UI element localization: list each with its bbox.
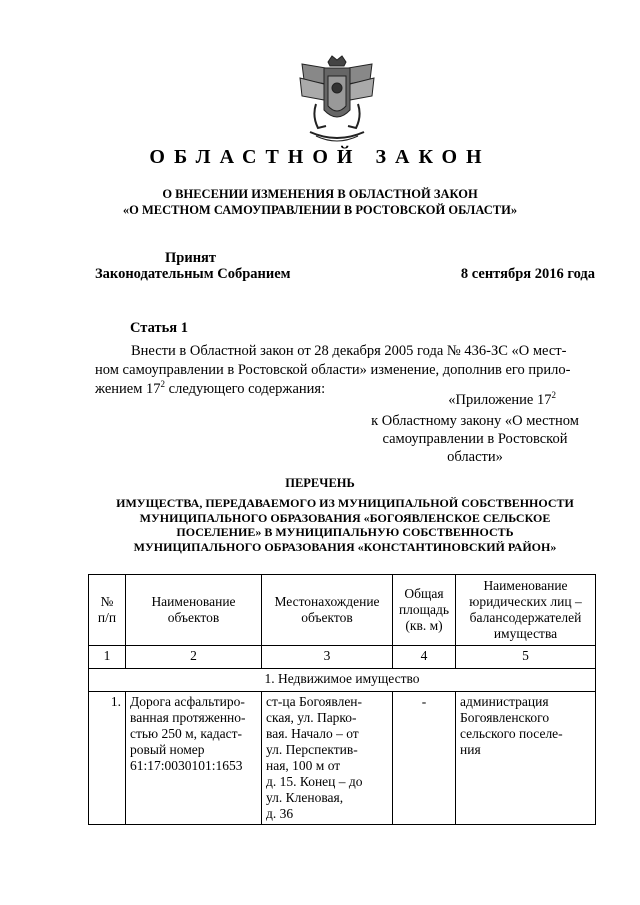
header-text: юридических лиц –: [469, 594, 582, 609]
header-text: объектов: [301, 610, 353, 625]
cell-line: ул. Перспектив-: [266, 742, 358, 757]
section-heading: 1. Недвижимое имущество: [89, 669, 596, 692]
cell-line: ская, ул. Парко-: [266, 710, 357, 725]
cell-line: ул. Кленовая,: [266, 790, 344, 805]
list-subtitle-line: ИМУЩЕСТВА, ПЕРЕДАВАЕМОГО ИЗ МУНИЦИПАЛЬНОЙ СОБСТВЕННОСТИ: [116, 496, 574, 510]
article-line-part: жением 17: [95, 381, 161, 397]
list-title: ПЕРЕЧЕНЬ: [285, 476, 355, 490]
cell-line: ванная протяженно-: [130, 710, 246, 725]
header-text: п/п: [97, 610, 117, 625]
header-name: [126, 575, 262, 646]
cell-line: д. 36: [266, 806, 294, 821]
header-text: Наименование: [151, 594, 236, 609]
article-heading: Статья 1: [130, 320, 188, 336]
cell-line: ст-ца Богоявлен-: [266, 694, 363, 709]
header-text: (кв. м): [405, 618, 443, 633]
list-subtitle-line: МУНИЦИПАЛЬНОГО ОБРАЗОВАНИЯ «КОНСТАНТИНОВСКИЙ РАЙОН»: [133, 539, 557, 554]
header-text: объектов: [167, 610, 220, 625]
list-subtitle-line: ПОСЕЛЕНИЕ» В МУНИЦИПАЛЬНУЮ СОБСТВЕННОСТЬ: [176, 525, 514, 539]
column-number-row: [89, 646, 596, 669]
cell-line: Дорога асфальтиро-: [130, 694, 245, 709]
law-title: ОБЛАСТНОЙ ЗАКОН: [149, 146, 491, 168]
appendix-reference: [355, 412, 595, 466]
adopted-date: 8 сентября 2016 года: [460, 266, 595, 282]
row-area: -: [393, 692, 456, 825]
column-number: 3: [262, 646, 393, 669]
coat-of-arms-emblem: [296, 54, 378, 144]
cell-line: 61:17:0030101:1653: [130, 758, 243, 773]
table-row: [89, 692, 596, 825]
column-number: 5: [456, 646, 596, 669]
cell-line: ная, 100 м от: [266, 758, 341, 773]
column-number: 2: [126, 646, 262, 669]
cell-line: сельского поселе-: [460, 726, 563, 741]
list-subtitle: [0, 496, 640, 554]
header-text: балансодержателей: [469, 610, 582, 625]
cell-line: вая. Начало – от: [266, 726, 359, 741]
row-name: [126, 692, 262, 825]
subtitle-line: «О МЕСТНОМ САМОУПРАВЛЕНИИ В РОСТОВСКОЙ ОБЛАСТИ»: [122, 203, 518, 217]
appendix-reference-line: самоуправлении в Ростовской области»: [382, 431, 568, 465]
adopted-label: Принят: [165, 250, 217, 266]
header-num: [89, 575, 126, 646]
law-subtitle: [0, 186, 640, 218]
cell-line: ния: [460, 742, 481, 757]
article-text: [95, 342, 595, 399]
section-row: [89, 669, 596, 692]
appendix-reference-line: к Областному закону «О местном: [371, 413, 579, 429]
header-holder: [456, 575, 596, 646]
header-text: Наименование: [483, 578, 568, 593]
row-num: 1.: [89, 692, 126, 825]
cell-line: д. 15. Конец – до: [266, 774, 363, 789]
header-area: [393, 575, 456, 646]
adopted-by: Законодательным Собранием: [95, 266, 291, 282]
header-text: Местонахождение: [274, 594, 380, 609]
cell-line: Богоявленского: [460, 710, 550, 725]
appendix-superscript: 2: [551, 390, 556, 400]
column-number: 1: [89, 646, 126, 669]
column-number: 4: [393, 646, 456, 669]
article-line: ном самоуправлении в Ростовской области» изменение, дополнив его прило-: [95, 362, 571, 378]
table-header-row: [89, 575, 596, 646]
article-line-part: следующего содержания:: [165, 381, 326, 397]
header-text: имущества: [493, 626, 558, 641]
header-text: Общая: [404, 586, 444, 601]
article-line: Внести в Областной закон от 28 декабря 2005 года № 436-ЗС «О мест-: [131, 343, 567, 359]
article-superscript: 2: [160, 379, 166, 389]
cell-line: ровый номер: [130, 742, 205, 757]
header-text: площадь: [398, 602, 450, 617]
header-location: [262, 575, 393, 646]
row-holder: [456, 692, 596, 825]
row-location: [262, 692, 393, 825]
cell-line: администрация: [460, 694, 549, 709]
header-text: №: [100, 594, 114, 609]
cell-line: стью 250 м, кадаст-: [130, 726, 243, 741]
appendix-label: [448, 392, 556, 409]
list-subtitle-line: МУНИЦИПАЛЬНОГО ОБРАЗОВАНИЯ «БОГОЯВЛЕНСКОЕ СЕЛЬСКОЕ: [139, 510, 551, 525]
subtitle-line: О ВНЕСЕНИИ ИЗМЕНЕНИЯ В ОБЛАСТНОЙ ЗАКОН: [162, 187, 478, 201]
appendix-text: «Приложение 17: [448, 392, 552, 408]
property-table: [88, 574, 596, 825]
